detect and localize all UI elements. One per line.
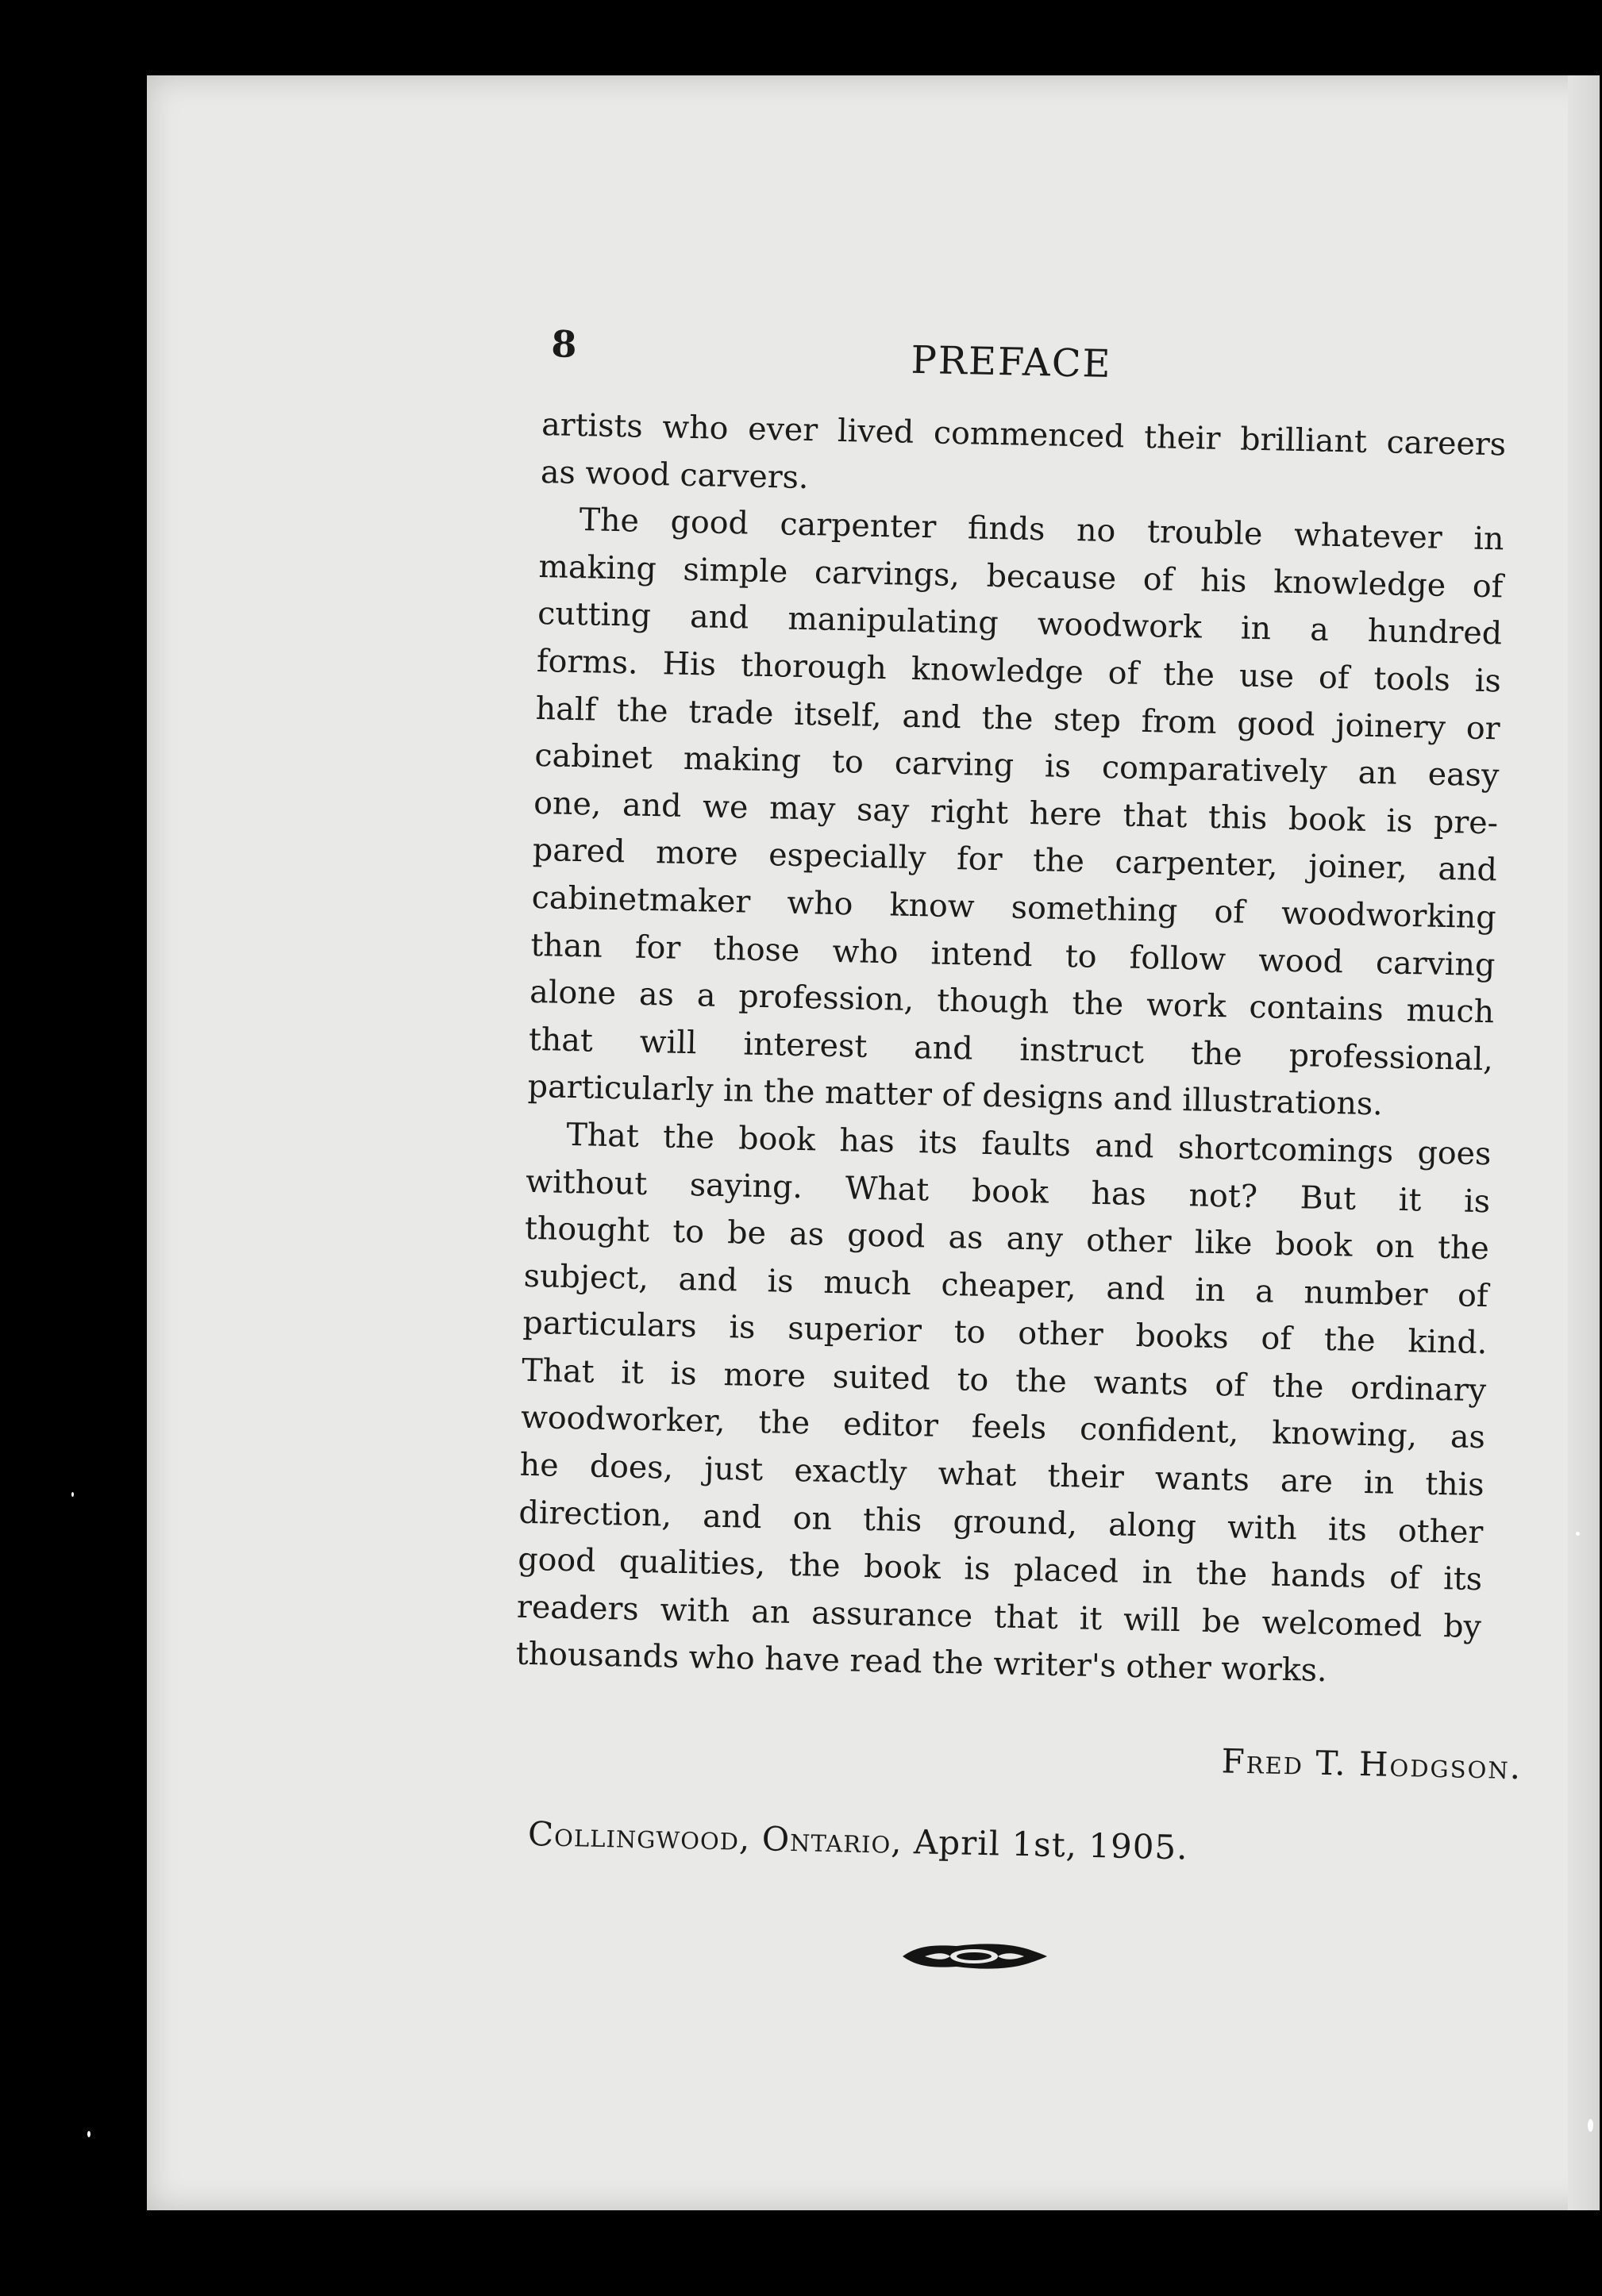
- place-date-line: [528, 1814, 1188, 1867]
- running-head: PREFACE: [910, 337, 1113, 387]
- text-line: thought to be as good as any other like book on the: [524, 1210, 1490, 1267]
- text-line: particulars is superior to other books of the kind.: [522, 1305, 1488, 1362]
- text-line: That the book has its faults and shortcomings goes: [566, 1116, 1492, 1173]
- text-line: direction, and on this ground, along with its other: [518, 1494, 1484, 1551]
- text-line: making simple carvings, because of his knowledge of: [538, 548, 1504, 606]
- text-line: he does, just exactly what their wants are in this: [519, 1446, 1485, 1504]
- text-line: readers with an assurance that it will be welcomed by: [516, 1588, 1482, 1645]
- book-page: [147, 75, 1600, 2210]
- scan-speck: [87, 2131, 90, 2137]
- text-line: as wood carvers.: [540, 453, 809, 496]
- text-line: half the trade itself, and the step from good joinery or: [535, 690, 1501, 747]
- text-line: That it is more suited to the wants of the ordinary: [521, 1352, 1487, 1410]
- text-line: The good carpenter finds no trouble whatever in: [579, 502, 1505, 558]
- text-line: one, and we may say right here that this book is pre-: [533, 784, 1499, 842]
- scan-speck: [1576, 1532, 1580, 1536]
- text-line: thousands who have read the writer's other works.: [515, 1636, 1328, 1690]
- text-line: forms. His thorough knowledge of the use of tools is: [536, 642, 1502, 700]
- text-line: good qualities, the book is placed in the hands of its: [517, 1540, 1483, 1598]
- text-line: subject, and is much cheaper, and in a number of: [523, 1257, 1489, 1314]
- text-line: particularly in the matter of designs and illustrations.: [527, 1068, 1384, 1123]
- place: Collingwood, Ontario,: [527, 1814, 903, 1861]
- text-line: cabinetmaker who know something of woodworking: [531, 879, 1497, 936]
- preface-body: [515, 402, 1506, 1698]
- text-line: cabinet making to carving is comparatively an easy: [534, 737, 1500, 794]
- text-line: than for those who intend to follow wood carving: [530, 926, 1496, 983]
- text-block: [504, 321, 1523, 1867]
- page-number: 8: [550, 322, 577, 366]
- date: April 1st, 1905.: [913, 1822, 1189, 1867]
- text-line: pared more especially for the carpenter, joiner, and: [532, 832, 1498, 889]
- text-line: woodworker, the editor feels confident, knowing, as: [520, 1399, 1486, 1456]
- text-line: alone as a profession, though the work contains much: [529, 973, 1495, 1031]
- scan-speck: [71, 1492, 74, 1497]
- ornament-icon: [901, 1936, 1048, 1976]
- author-signature: Fred T. Hodgson.: [1221, 1741, 1523, 1787]
- page-edge: [1568, 75, 1600, 2210]
- text-line: cutting and manipulating woodwork in a hundred: [537, 595, 1503, 652]
- text-line: artists who ever lived commenced their brilliant careers: [541, 406, 1507, 463]
- text-line: without saying. What book has not? But it is: [525, 1163, 1491, 1220]
- scan-speck: [1588, 2119, 1593, 2132]
- text-line: that will interest and instruct the professional,: [528, 1021, 1494, 1079]
